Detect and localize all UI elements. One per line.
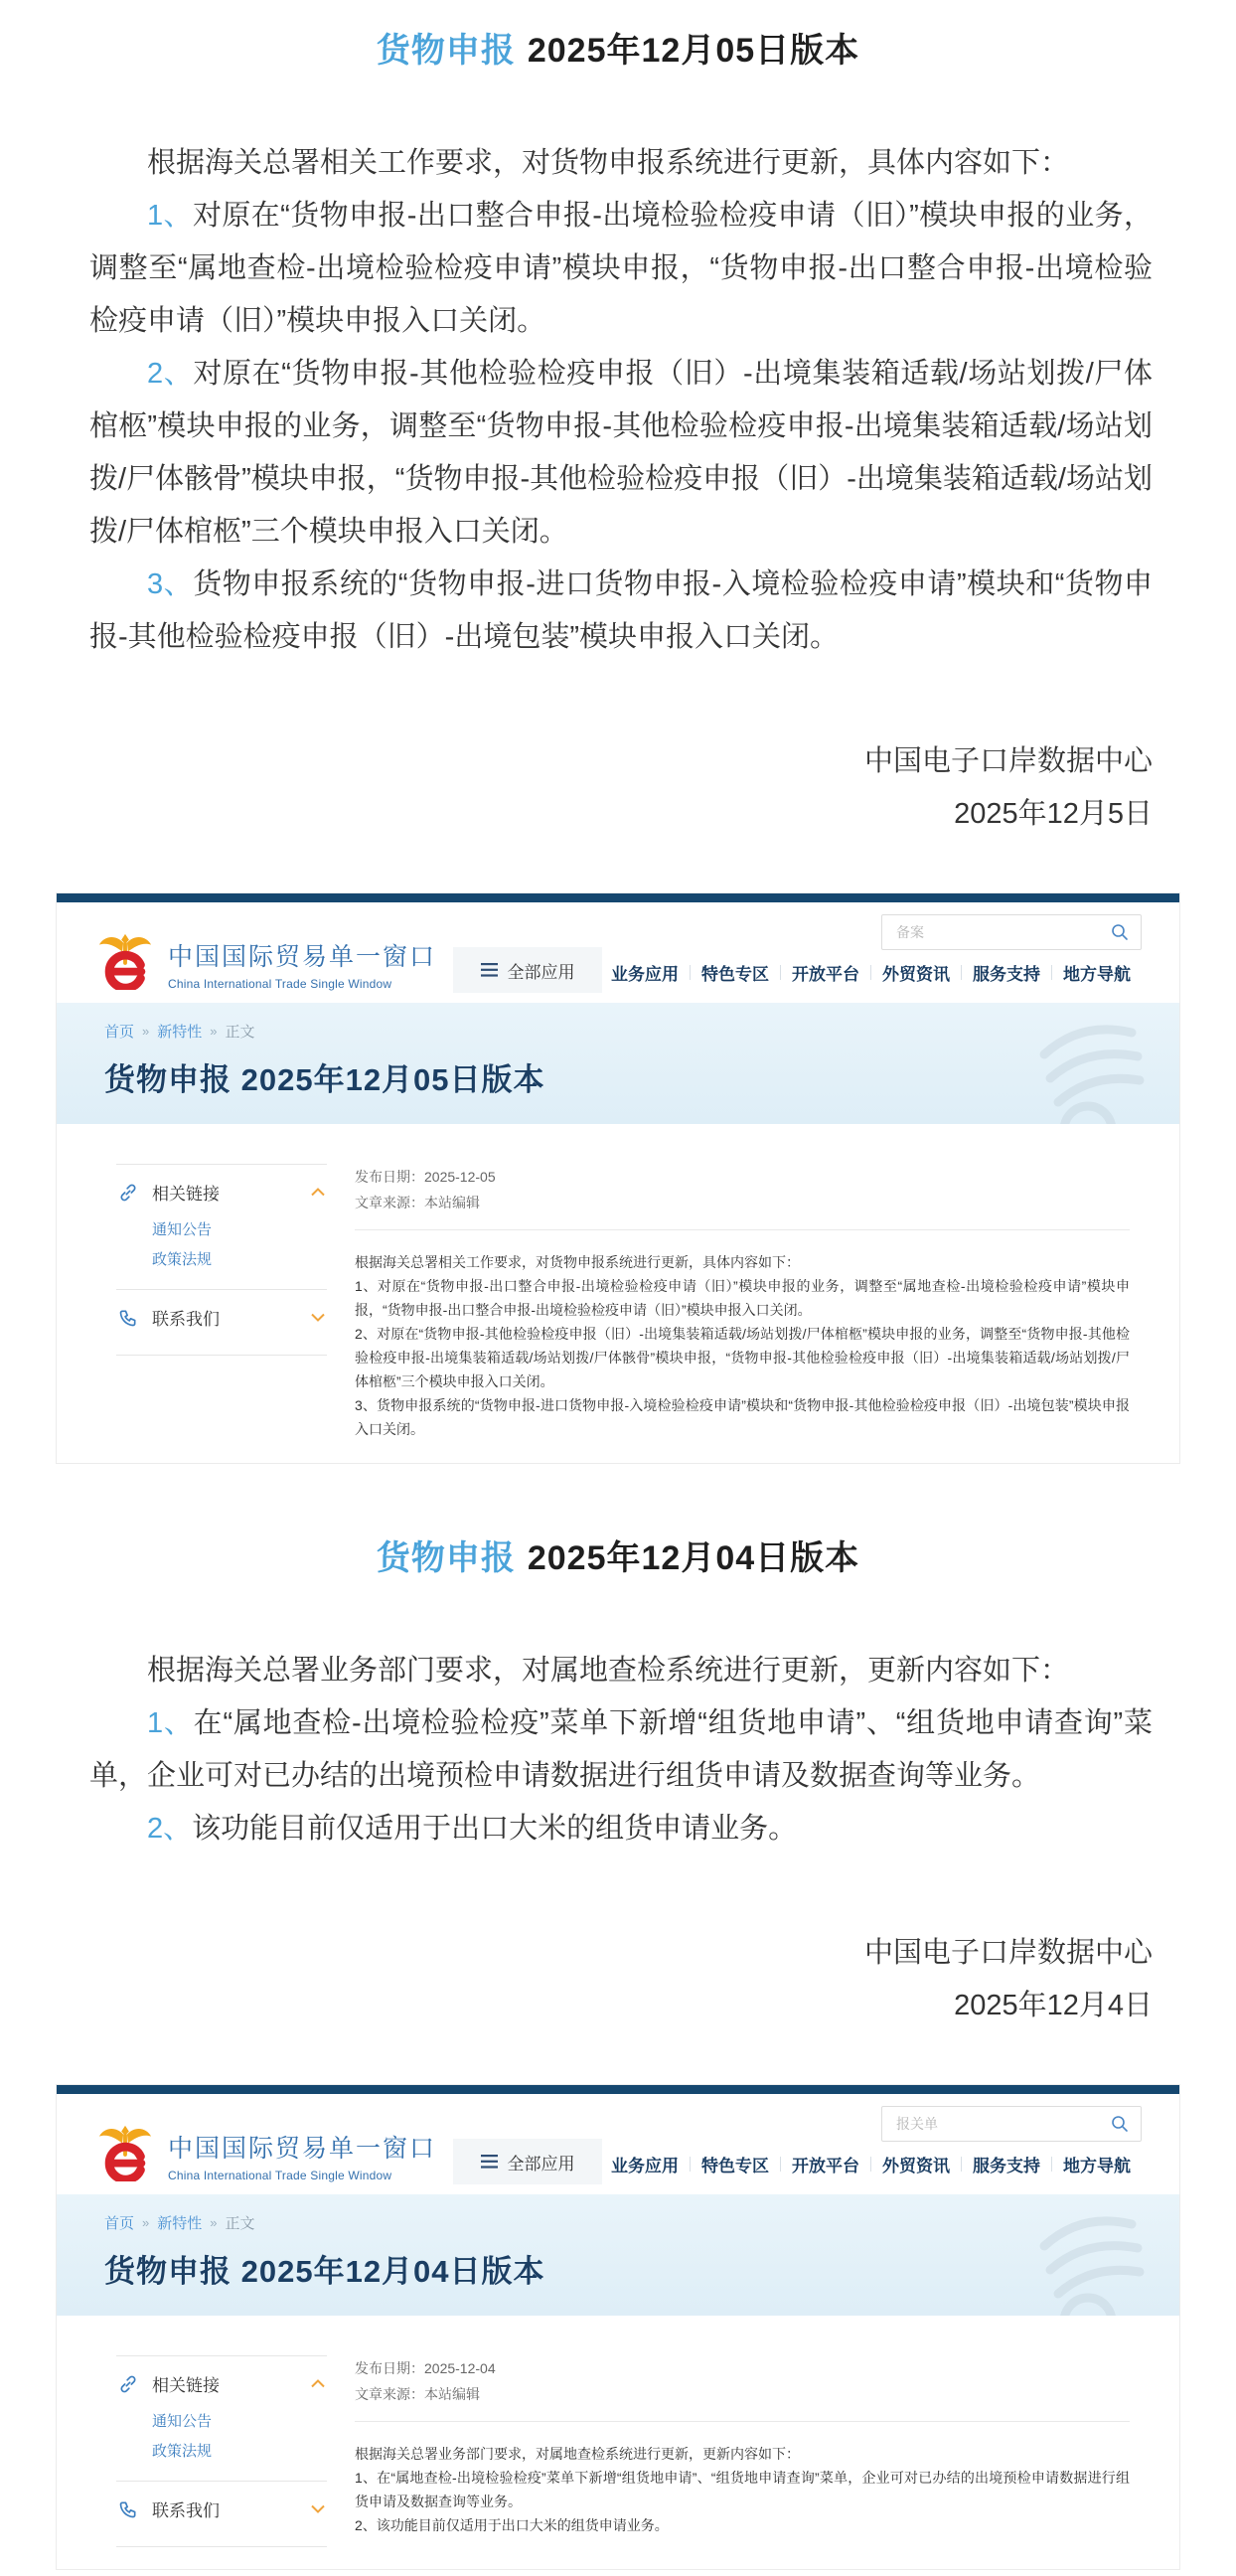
search-box bbox=[881, 914, 1142, 950]
doc-body-1204 bbox=[89, 1645, 1153, 1855]
embedded-screenshot-1205 bbox=[56, 892, 1180, 1464]
nav-link-open-platform[interactable]: 开放平台 bbox=[792, 2157, 859, 2175]
sidebar-contact-label: 联系我们 bbox=[152, 2501, 220, 2520]
embedded-screenshot-1204 bbox=[56, 2084, 1180, 2570]
breadcrumb-current: 正文 bbox=[225, 2215, 255, 2232]
item-text: 在“属地查检-出境检验检疫”菜单下新增“组货地申请”、“组货地申请查询”菜单，企业可对已办结的出境预检申请数据进行组货申请及数据查询等业务。 bbox=[89, 1707, 1153, 1792]
doc-title-highlight: 货物申报 bbox=[376, 1539, 516, 1577]
publish-date-label: 发布日期： bbox=[355, 2360, 424, 2376]
nav-link-trade-news[interactable]: 外贸资讯 bbox=[882, 965, 950, 984]
article-body bbox=[355, 2442, 1130, 2537]
doc-item bbox=[89, 1803, 1153, 1855]
source-row bbox=[355, 2381, 1130, 2407]
site-top-bar bbox=[57, 893, 1179, 902]
brand-name-cn: 中国国际贸易单一窗口 bbox=[168, 942, 437, 971]
chevron-down-icon bbox=[311, 2504, 325, 2513]
page-title: 货物申报 2025年12月04日版本 bbox=[104, 2254, 545, 2289]
chevron-down-icon bbox=[311, 1313, 325, 1322]
eagle-watermark bbox=[1026, 1017, 1154, 1124]
sidebar bbox=[116, 2355, 327, 2547]
chevron-up-icon bbox=[311, 2379, 325, 2388]
source-value: 本站编辑 bbox=[424, 2386, 480, 2402]
doc-signature: 中国电子口岸数据中心 bbox=[863, 1937, 1153, 1969]
sidebar-section-contact bbox=[116, 2481, 327, 2546]
sidebar-links bbox=[116, 1213, 327, 1289]
site-brand bbox=[168, 937, 436, 991]
breadcrumb-section[interactable]: 新特性 bbox=[157, 1024, 203, 1041]
nav-link-local[interactable]: 地方导航 bbox=[1063, 965, 1131, 984]
sidebar-related-label: 相关链接 bbox=[152, 2376, 220, 2395]
publish-date-row bbox=[355, 2355, 1130, 2381]
article-main bbox=[355, 2355, 1179, 2547]
article-meta bbox=[355, 2355, 1130, 2407]
doc-title-1204 bbox=[0, 1535, 1236, 1581]
doc-title-rest: 2025年12月05日版本 bbox=[527, 32, 860, 70]
search-box bbox=[881, 2106, 1142, 2142]
publish-date-label: 发布日期： bbox=[355, 1169, 424, 1185]
sidebar-links bbox=[116, 2405, 327, 2481]
phone-icon bbox=[118, 1308, 138, 1328]
nav-link-business[interactable]: 业务应用 bbox=[611, 965, 679, 984]
search-icon[interactable] bbox=[1111, 2115, 1129, 2133]
nav-link-special[interactable]: 特色专区 bbox=[701, 2157, 769, 2175]
doc-item bbox=[89, 348, 1153, 559]
site-logo-link[interactable] bbox=[94, 932, 436, 995]
page-title: 货物申报 2025年12月05日版本 bbox=[104, 1062, 545, 1097]
top-nav bbox=[600, 960, 1142, 985]
hamburger-icon bbox=[481, 963, 498, 977]
nav-link-support[interactable]: 服务支持 bbox=[973, 2157, 1040, 2175]
breadcrumb-separator: » bbox=[210, 2215, 218, 2230]
publish-date-value: 2025-12-05 bbox=[424, 1169, 496, 1185]
sidebar-section-related bbox=[116, 1164, 327, 1289]
sidebar-bottom-divider bbox=[116, 1355, 327, 1356]
sidebar-link-notices[interactable]: 通知公告 bbox=[152, 2413, 213, 2430]
meta-divider bbox=[355, 1229, 1130, 1230]
breadcrumb-home[interactable]: 首页 bbox=[104, 1024, 135, 1041]
brand-name-cn: 中国国际贸易单一窗口 bbox=[168, 2134, 437, 2163]
item-text: 对原在“货物申报-其他检验检疫申报（旧）-出境集装箱适载/场站划拨/尸体棺柩”模块申报的业务，调整至“货物申报-其他检验检疫申报-出境集装箱适载/场站划拨/尸体骸骨”模块申报，“货物申报-其他检验检疫申报（旧）-出境集装箱适载/场站划拨/尸体棺柩”三个模块申报入口关闭。 bbox=[89, 358, 1153, 548]
article-meta bbox=[355, 1164, 1130, 1215]
doc-date: 2025年12月5日 bbox=[954, 798, 1153, 830]
doc-title-rest: 2025年12月04日版本 bbox=[527, 1539, 860, 1577]
all-apps-label: 全部应用 bbox=[507, 2154, 575, 2174]
article-paragraph: 3、货物申报系统的“货物申报-进口货物申报-入境检验检疫申请”模块和“货物申报-其他检验检疫申报（旧）-出境包装”模块申报入口关闭。 bbox=[355, 1397, 1130, 1437]
article-paragraph: 根据海关总署业务部门要求，对属地查检系统进行更新，更新内容如下： bbox=[355, 2446, 800, 2462]
item-number: 2、 bbox=[147, 358, 194, 390]
breadcrumb bbox=[104, 1021, 1179, 1042]
sidebar-contact-label: 联系我们 bbox=[152, 1310, 220, 1329]
breadcrumb-current: 正文 bbox=[225, 1024, 255, 1041]
page-content bbox=[57, 1124, 1179, 1463]
source-label: 文章来源： bbox=[355, 1195, 424, 1210]
item-number: 1、 bbox=[147, 1707, 194, 1739]
article-paragraph: 2、对原在“货物申报-其他检验检疫申报（旧）-出境集装箱适载/场站划拨/尸体棺柩”模块申报的业务，调整至“货物申报-其他检验检疫申报-出境集装箱适载/场站划拨/尸体骸骨”模块申报，“货物申报-其他检验检疫申报（旧）-出境集装箱适载/场站划拨/尸体棺柩”三个模块申报入口关闭。 bbox=[355, 1326, 1130, 1389]
sidebar-link-policies[interactable]: 政策法规 bbox=[152, 1251, 213, 1268]
item-number: 2、 bbox=[147, 1813, 193, 1845]
item-text: 对原在“货物申报-出口整合申报-出境检验检疫申请（旧）”模块申报的业务，调整至“属地查检-出境检验检疫申请”模块申报，“货物申报-出口整合申报-出境检验检疫申请（旧）”模块申报入口关闭。 bbox=[89, 200, 1153, 337]
article-paragraph: 2、该功能目前仅适用于出口大米的组货申请业务。 bbox=[355, 2517, 669, 2533]
nav-link-trade-news[interactable]: 外贸资讯 bbox=[882, 2157, 950, 2175]
chevron-up-icon bbox=[311, 1188, 325, 1197]
eagle-watermark bbox=[1026, 2208, 1154, 2316]
site-logo-icon bbox=[94, 932, 156, 995]
search-input[interactable] bbox=[894, 923, 1111, 941]
link-icon bbox=[118, 2374, 138, 2394]
sidebar-section-contact bbox=[116, 1289, 327, 1355]
sidebar-related-label: 相关链接 bbox=[152, 1185, 220, 1204]
sidebar-related-header[interactable] bbox=[116, 1165, 327, 1213]
source-value: 本站编辑 bbox=[424, 1195, 480, 1210]
sidebar-section-related bbox=[116, 2355, 327, 2481]
item-number: 3、 bbox=[147, 568, 194, 600]
doc-intro: 根据海关总署业务部门要求，对属地查检系统进行更新，更新内容如下： bbox=[147, 1655, 1070, 1687]
sidebar-bottom-divider bbox=[116, 2546, 327, 2547]
page-banner bbox=[57, 2194, 1179, 2316]
breadcrumb bbox=[104, 2212, 1179, 2233]
phone-icon bbox=[118, 2499, 138, 2519]
all-apps-button[interactable] bbox=[453, 2139, 602, 2184]
nav-link-open-platform[interactable]: 开放平台 bbox=[792, 965, 859, 984]
doc-title-highlight: 货物申报 bbox=[376, 32, 516, 70]
doc-title-1205 bbox=[0, 28, 1236, 74]
page-content bbox=[57, 2316, 1179, 2569]
item-number: 1、 bbox=[147, 200, 193, 232]
doc-intro: 根据海关总署相关工作要求，对货物申报系统进行更新，具体内容如下： bbox=[147, 147, 1070, 179]
nav-link-business[interactable]: 业务应用 bbox=[611, 2157, 679, 2175]
sidebar-link-policies[interactable]: 政策法规 bbox=[152, 2443, 213, 2460]
source-row bbox=[355, 1190, 1130, 1215]
sidebar-link-notices[interactable]: 通知公告 bbox=[152, 1221, 213, 1238]
breadcrumb-section[interactable]: 新特性 bbox=[157, 2215, 203, 2232]
doc-signature-block bbox=[89, 735, 1153, 841]
top-nav bbox=[600, 2152, 1142, 2176]
doc-item bbox=[89, 559, 1153, 664]
brand-name-en: China International Trade Single Window bbox=[168, 976, 392, 991]
item-text: 货物申报系统的“货物申报-进口货物申报-入境检验检疫申请”模块和“货物申报-其他检验检疫申报（旧）-出境包装”模块申报入口关闭。 bbox=[89, 568, 1153, 653]
article-paragraph: 1、在“属地查检-出境检验检疫”菜单下新增“组货地申请”、“组货地申请查询”菜单，企业可对已办结的出境预检申请数据进行组货申请及数据查询等业务。 bbox=[355, 2470, 1130, 2509]
publish-date-row bbox=[355, 1164, 1130, 1190]
site-logo-icon bbox=[94, 2124, 156, 2186]
doc-signature: 中国电子口岸数据中心 bbox=[863, 745, 1153, 777]
article-paragraph: 根据海关总署相关工作要求，对货物申报系统进行更新，具体内容如下： bbox=[355, 1254, 800, 1270]
sidebar-contact-header[interactable] bbox=[116, 2482, 327, 2530]
breadcrumb-separator: » bbox=[142, 2215, 150, 2230]
breadcrumb-separator: » bbox=[142, 1024, 150, 1039]
site-logo-link[interactable] bbox=[94, 2124, 436, 2186]
sidebar-related-header[interactable] bbox=[116, 2356, 327, 2405]
nav-link-special[interactable]: 特色专区 bbox=[701, 965, 769, 984]
breadcrumb-home[interactable]: 首页 bbox=[104, 2215, 135, 2232]
article-body bbox=[355, 1250, 1130, 1441]
hamburger-icon bbox=[481, 2155, 498, 2169]
site-brand bbox=[168, 2129, 436, 2182]
nav-link-local[interactable]: 地方导航 bbox=[1063, 2157, 1131, 2175]
site-top-bar bbox=[57, 2085, 1179, 2094]
page-banner bbox=[57, 1003, 1179, 1124]
site-header bbox=[57, 902, 1179, 1003]
sidebar-contact-header[interactable] bbox=[116, 1290, 327, 1339]
source-label: 文章来源： bbox=[355, 2386, 424, 2402]
brand-name-en: China International Trade Single Window bbox=[168, 2168, 392, 2182]
doc-body-1205 bbox=[89, 137, 1153, 664]
sidebar bbox=[116, 1164, 327, 1441]
publish-date-value: 2025-12-04 bbox=[424, 2360, 496, 2376]
site-header bbox=[57, 2094, 1179, 2194]
search-icon[interactable] bbox=[1111, 923, 1129, 941]
doc-signature-block bbox=[89, 1927, 1153, 2032]
all-apps-label: 全部应用 bbox=[507, 962, 575, 982]
item-text: 该功能目前仅适用于出口大米的组货申请业务。 bbox=[192, 1813, 798, 1845]
doc-date: 2025年12月4日 bbox=[954, 1990, 1153, 2021]
search-input[interactable] bbox=[894, 2115, 1111, 2133]
nav-link-support[interactable]: 服务支持 bbox=[973, 965, 1040, 984]
link-icon bbox=[118, 1183, 138, 1203]
doc-item bbox=[89, 1697, 1153, 1803]
article-main bbox=[355, 1164, 1179, 1441]
all-apps-button[interactable] bbox=[453, 947, 602, 993]
doc-item bbox=[89, 190, 1153, 348]
breadcrumb-separator: » bbox=[210, 1024, 218, 1039]
meta-divider bbox=[355, 2421, 1130, 2422]
article-paragraph: 1、对原在“货物申报-出口整合申报-出境检验检疫申请（旧）”模块申报的业务，调整至“属地查检-出境检验检疫申请”模块申报，“货物申报-出口整合申报-出境检验检疫申请（旧）”模块申报入口关闭。 bbox=[355, 1278, 1130, 1318]
